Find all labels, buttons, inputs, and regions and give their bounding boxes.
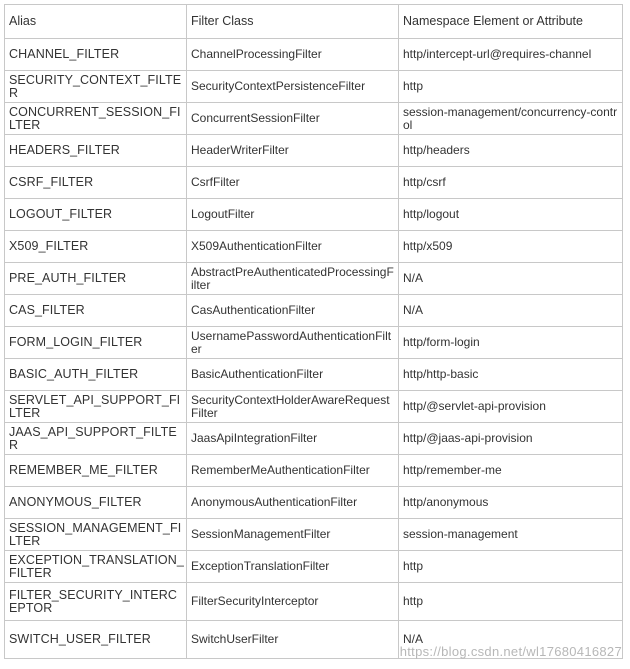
filter-class-cell: HeaderWriterFilter xyxy=(187,135,399,167)
filter-class-cell: CasAuthenticationFilter xyxy=(187,295,399,327)
table-row xyxy=(5,455,623,487)
header-filter-class: Filter Class xyxy=(187,5,399,39)
filter-class-cell: AnonymousAuthenticationFilter xyxy=(187,487,399,519)
header-namespace: Namespace Element or Attribute xyxy=(399,5,623,39)
table-row xyxy=(5,135,623,167)
alias-cell: PRE_AUTH_FILTER xyxy=(5,263,187,295)
table-body xyxy=(5,39,623,659)
alias-cell: X509_FILTER xyxy=(5,231,187,263)
alias-cell: JAAS_API_SUPPORT_FILTER xyxy=(5,423,187,455)
filter-class-cell: X509AuthenticationFilter xyxy=(187,231,399,263)
namespace-cell: http/intercept-url@requires-channel xyxy=(399,39,623,71)
namespace-cell: http/anonymous xyxy=(399,487,623,519)
table-row xyxy=(5,71,623,103)
namespace-cell: http/remember-me xyxy=(399,455,623,487)
alias-cell: ANONYMOUS_FILTER xyxy=(5,487,187,519)
alias-cell: CSRF_FILTER xyxy=(5,167,187,199)
table-row xyxy=(5,583,623,621)
alias-cell: FILTER_SECURITY_INTERCEPTOR xyxy=(5,583,187,621)
namespace-cell: N/A xyxy=(399,295,623,327)
table-row xyxy=(5,327,623,359)
filter-class-cell: UsernamePasswordAuthenticationFilter xyxy=(187,327,399,359)
alias-cell: REMEMBER_ME_FILTER xyxy=(5,455,187,487)
filter-class-cell: CsrfFilter xyxy=(187,167,399,199)
filter-class-cell: SwitchUserFilter xyxy=(187,621,399,659)
filter-class-cell: RememberMeAuthenticationFilter xyxy=(187,455,399,487)
namespace-cell: http/@jaas-api-provision xyxy=(399,423,623,455)
filter-table-container xyxy=(4,4,622,659)
namespace-cell: N/A xyxy=(399,263,623,295)
watermark: https://blog.csdn.net/wl17680416827 xyxy=(399,644,622,659)
alias-cell: SERVLET_API_SUPPORT_FILTER xyxy=(5,391,187,423)
table-row xyxy=(5,487,623,519)
namespace-cell: http/csrf xyxy=(399,167,623,199)
namespace-cell: http/logout xyxy=(399,199,623,231)
namespace-cell: http xyxy=(399,71,623,103)
namespace-cell: session-management xyxy=(399,519,623,551)
namespace-cell: http/@servlet-api-provision xyxy=(399,391,623,423)
alias-cell: CHANNEL_FILTER xyxy=(5,39,187,71)
alias-cell: EXCEPTION_TRANSLATION_FILTER xyxy=(5,551,187,583)
filter-class-cell: SessionManagementFilter xyxy=(187,519,399,551)
table-row xyxy=(5,391,623,423)
table-row xyxy=(5,103,623,135)
table-row xyxy=(5,263,623,295)
namespace-cell: N/A xyxy=(399,621,623,659)
namespace-cell: http/x509 xyxy=(399,231,623,263)
filter-class-cell: LogoutFilter xyxy=(187,199,399,231)
namespace-cell: http/http-basic xyxy=(399,359,623,391)
filter-table xyxy=(4,4,623,659)
table-row xyxy=(5,231,623,263)
filter-class-cell: BasicAuthenticationFilter xyxy=(187,359,399,391)
alias-cell: LOGOUT_FILTER xyxy=(5,199,187,231)
alias-cell: BASIC_AUTH_FILTER xyxy=(5,359,187,391)
alias-cell: FORM_LOGIN_FILTER xyxy=(5,327,187,359)
alias-cell: HEADERS_FILTER xyxy=(5,135,187,167)
filter-class-cell: SecurityContextPersistenceFilter xyxy=(187,71,399,103)
namespace-cell: http xyxy=(399,583,623,621)
namespace-cell: http/form-login xyxy=(399,327,623,359)
table-header-row xyxy=(5,5,623,39)
table-row xyxy=(5,519,623,551)
header-alias: Alias xyxy=(5,5,187,39)
alias-cell: SWITCH_USER_FILTER xyxy=(5,621,187,659)
filter-class-cell: JaasApiIntegrationFilter xyxy=(187,423,399,455)
filter-class-cell: ChannelProcessingFilter xyxy=(187,39,399,71)
alias-cell: CAS_FILTER xyxy=(5,295,187,327)
namespace-cell: session-management/concurrency-control xyxy=(399,103,623,135)
alias-cell: SESSION_MANAGEMENT_FILTER xyxy=(5,519,187,551)
table-row xyxy=(5,423,623,455)
filter-class-cell: AbstractPreAuthenticatedProcessingFilter xyxy=(187,263,399,295)
namespace-cell: http/headers xyxy=(399,135,623,167)
table-row xyxy=(5,359,623,391)
alias-cell: SECURITY_CONTEXT_FILTER xyxy=(5,71,187,103)
alias-cell: CONCURRENT_SESSION_FILTER xyxy=(5,103,187,135)
table-row xyxy=(5,39,623,71)
namespace-cell: http xyxy=(399,551,623,583)
table-row xyxy=(5,199,623,231)
table-row xyxy=(5,551,623,583)
filter-class-cell: ConcurrentSessionFilter xyxy=(187,103,399,135)
table-row xyxy=(5,167,623,199)
filter-class-cell: FilterSecurityInterceptor xyxy=(187,583,399,621)
filter-class-cell: ExceptionTranslationFilter xyxy=(187,551,399,583)
filter-class-cell: SecurityContextHolderAwareRequestFilter xyxy=(187,391,399,423)
table-row xyxy=(5,295,623,327)
